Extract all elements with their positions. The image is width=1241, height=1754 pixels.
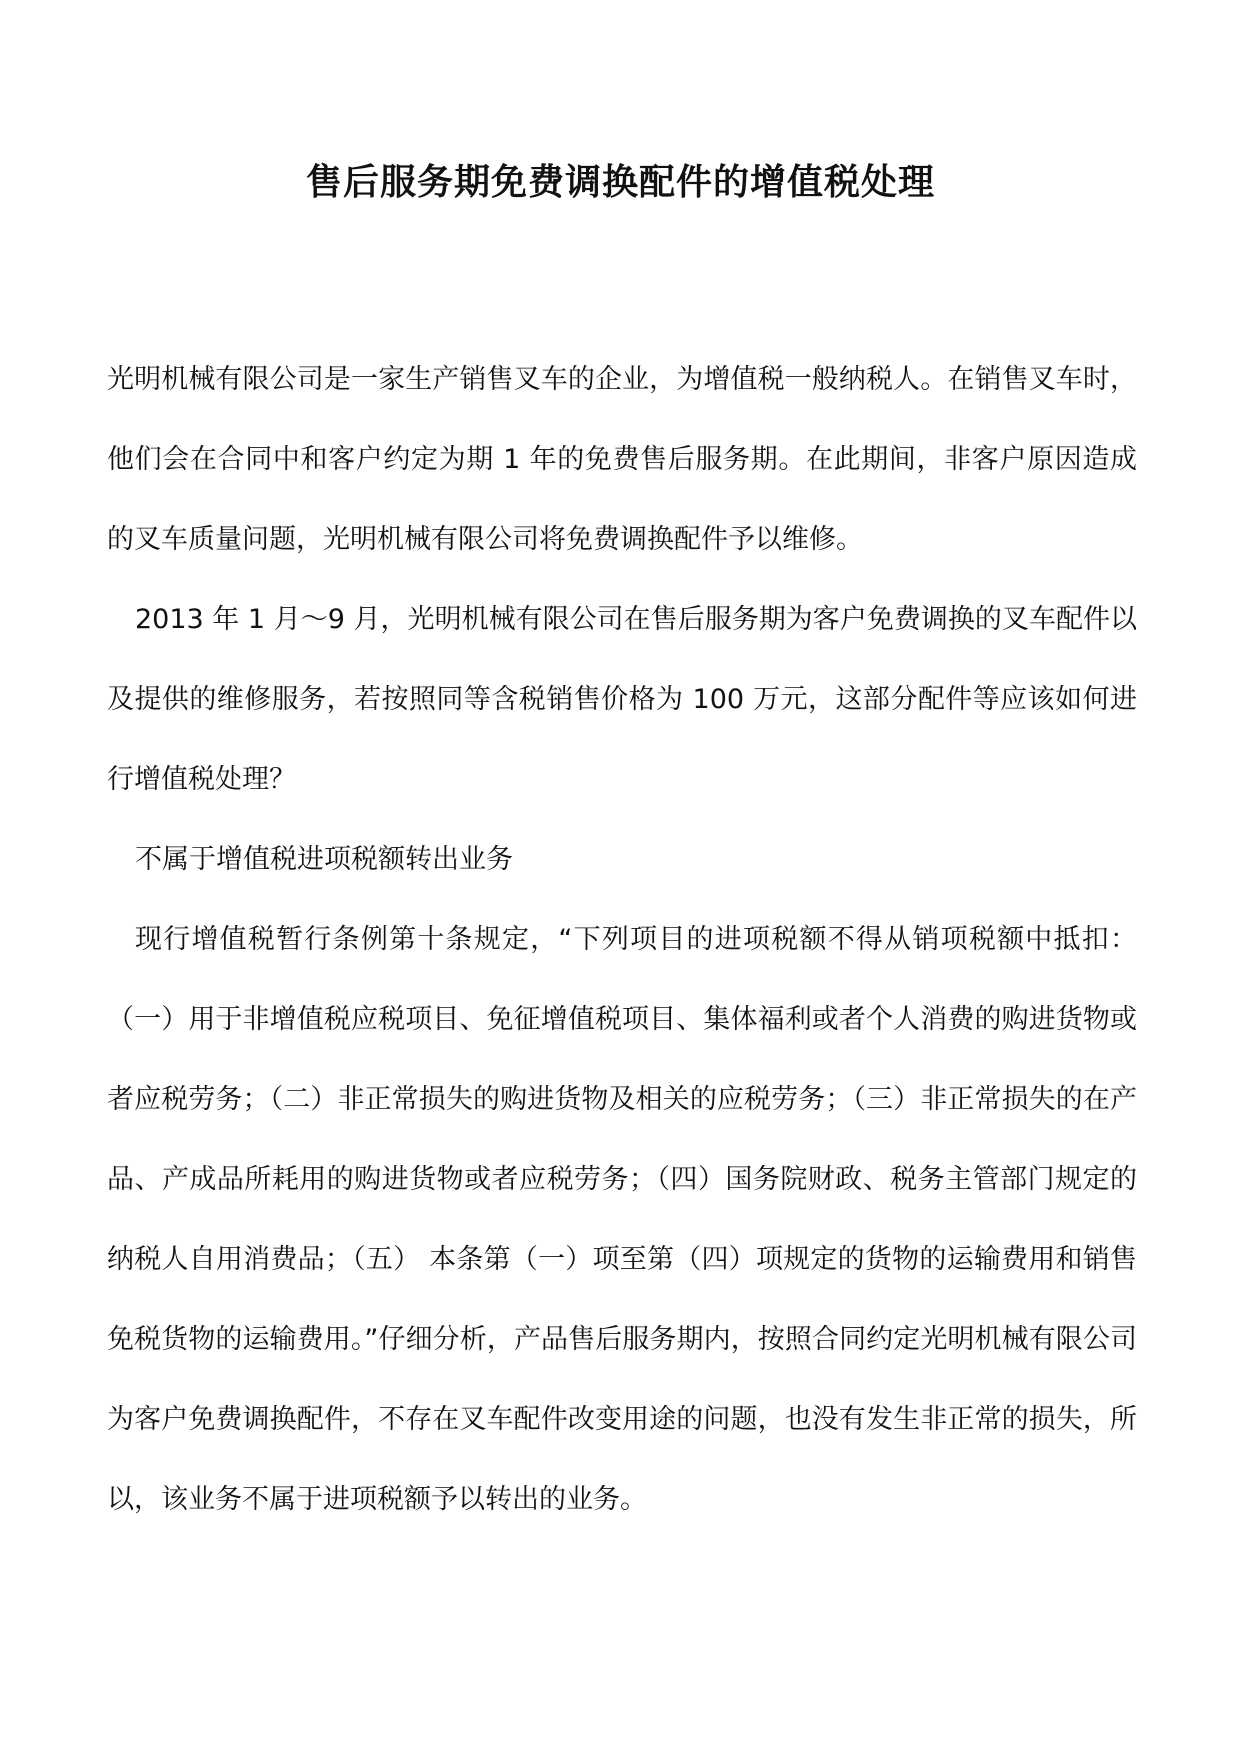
section-heading: 不属于增值税进项税额转出业务 [135, 844, 513, 875]
paragraph-question: 2013 年 1 月～9 月，光明机械有限公司在售后服务期为客户免费调换的叉车配件以及提供的维修服务，若按照同等含税销售价格为 100 万元，这部分配件等应该如何进行增值税处理？ [107, 604, 1137, 795]
document-title: 售后服务期免费调换配件的增值税处理 [305, 162, 935, 203]
document-body [107, 340, 1137, 1540]
paragraph-regulation-analysis: 现行增值税暂行条例第十条规定，“下列项目的进项税额不得从销项税额中抵扣：（一）用于非增值税应税项目、免征增值税项目、集体福利或者个人消费的购进货物或者应税劳务；（二）非正常损失的购进货物及相关的应税劳务；（三）非正常损失的在产品、产成品所耗用的购进货物或者应税劳务；（四）国务院财政、税务主管部门规定的纳税人自用消费品；（五） 本条第（一）项至第（四）项规定的货物的运输费用和销售免税货物的运输费用。”仔细分析，产品售后服务期内，按照合同约定光明机械有限公司为客户免费调换配件，不存在叉车配件改变用途的问题，也没有发生非正常的损失，所以，该业务不属于进项税额予以转出的业务。 [107, 924, 1137, 1515]
paragraph-company-intro: 光明机械有限公司是一家生产销售叉车的企业，为增值税一般纳税人。在销售叉车时，他们会在合同中和客户约定为期 1 年的免费售后服务期。在此期间，非客户原因造成的叉车质量问题，光明机械有限公司将免费调换配件予以维修。 [107, 364, 1137, 555]
